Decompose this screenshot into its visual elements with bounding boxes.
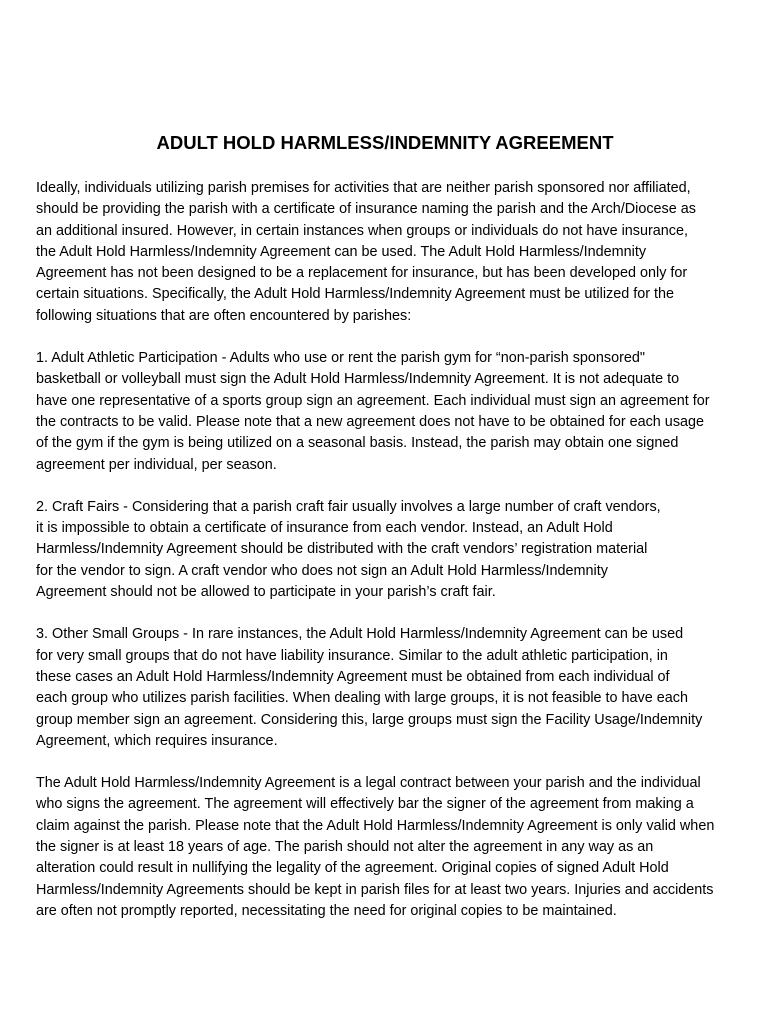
text-line: agreement per individual, per season.: [36, 456, 277, 473]
text-line: following situations that are often encountered by parishes:: [36, 307, 412, 324]
text-line: for very small groups that do not have liability insurance. Similar to the adult athletic participation, in: [36, 647, 668, 664]
text-line: Harmless/Indemnity Agreement should be distributed with the craft vendors’ registration material: [36, 541, 648, 558]
document-title: ADULT HOLD HARMLESS/INDEMNITY AGREEMENT: [156, 132, 614, 153]
text-line: claim against the parish. Please note that the Adult Hold Harmless/Indemnity Agreement is only valid when: [36, 817, 715, 834]
text-line: the signer is at least 18 years of age. The parish should not alter the agreement in any way as an: [36, 839, 654, 856]
text-line: Agreement should not be allowed to participate in your parish’s craft fair.: [36, 584, 496, 601]
small-groups-paragraph: [36, 624, 756, 752]
text-line: have one representative of a sports group sign an agreement. Each individual must sign an agreement for: [36, 392, 710, 409]
text-line: 1. Adult Athletic Participation - Adults who use or rent the parish gym for “non-parish sponsored": [36, 350, 646, 367]
text-line: who signs the agreement. The agreement will effectively bar the signer of the agreement from making a: [36, 796, 694, 813]
intro-paragraph: [36, 178, 756, 327]
text-line: of the gym if the gym is being utilized on a seasonal basis. Instead, the parish may obtain one signed: [36, 435, 679, 452]
text-line: these cases an Adult Hold Harmless/Indemnity Agreement must be obtained from each individual of: [36, 668, 670, 685]
text-line: basketball or volleyball must sign the Adult Hold Harmless/Indemnity Agreement. It is not adequate to: [36, 371, 680, 388]
document-body: [36, 178, 756, 943]
athletic-participation-paragraph: [36, 348, 756, 476]
text-line: should be providing the parish with a certificate of insurance naming the parish and the Arch/Diocese as: [36, 201, 696, 218]
text-line: Harmless/Indemnity Agreements should be kept in parish files for at least two years. Injuries and accidents: [36, 881, 714, 898]
text-line: group member sign an agreement. Considering this, large groups must sign the Facility Usage/Indemnity: [36, 711, 703, 728]
text-line: the contracts to be valid. Please note that a new agreement does not have to be obtained for each usage: [36, 413, 705, 430]
text-line: are often not promptly reported, necessitating the need for original copies to be maintained.: [36, 902, 617, 919]
text-line: Agreement, which requires insurance.: [36, 732, 278, 749]
text-line: an additional insured. However, in certain instances when groups or individuals do not have insurance,: [36, 222, 688, 239]
text-line: The Adult Hold Harmless/Indemnity Agreement is a legal contract between your parish and the individual: [36, 775, 701, 792]
text-line: certain situations. Specifically, the Adult Hold Harmless/Indemnity Agreement must be utilized for the: [36, 286, 675, 303]
craft-fairs-paragraph: [36, 497, 756, 603]
text-line: Agreement has not been designed to be a replacement for insurance, but has been developed only for: [36, 265, 688, 282]
text-line: it is impossible to obtain a certificate of insurance from each vendor. Instead, an Adult Hold: [36, 520, 613, 537]
legal-contract-paragraph: [36, 773, 756, 922]
text-line: alteration could result in nullifying the legality of the agreement. Original copies of signed Adult Hold: [36, 860, 669, 877]
text-line: the Adult Hold Harmless/Indemnity Agreement can be used. The Adult Hold Harmless/Indemnity: [36, 243, 647, 260]
text-line: 3. Other Small Groups - In rare instances, the Adult Hold Harmless/Indemnity Agreement can be used: [36, 626, 684, 643]
text-line: Ideally, individuals utilizing parish premises for activities that are neither parish sponsored nor affiliated,: [36, 180, 691, 196]
text-line: for the vendor to sign. A craft vendor who does not sign an Adult Hold Harmless/Indemnity: [36, 562, 608, 579]
text-line: 2. Craft Fairs - Considering that a parish craft fair usually involves a large number of craft vendors,: [36, 498, 661, 515]
text-line: each group who utilizes parish facilities. When dealing with large groups, it is not feasible to have each: [36, 690, 688, 707]
